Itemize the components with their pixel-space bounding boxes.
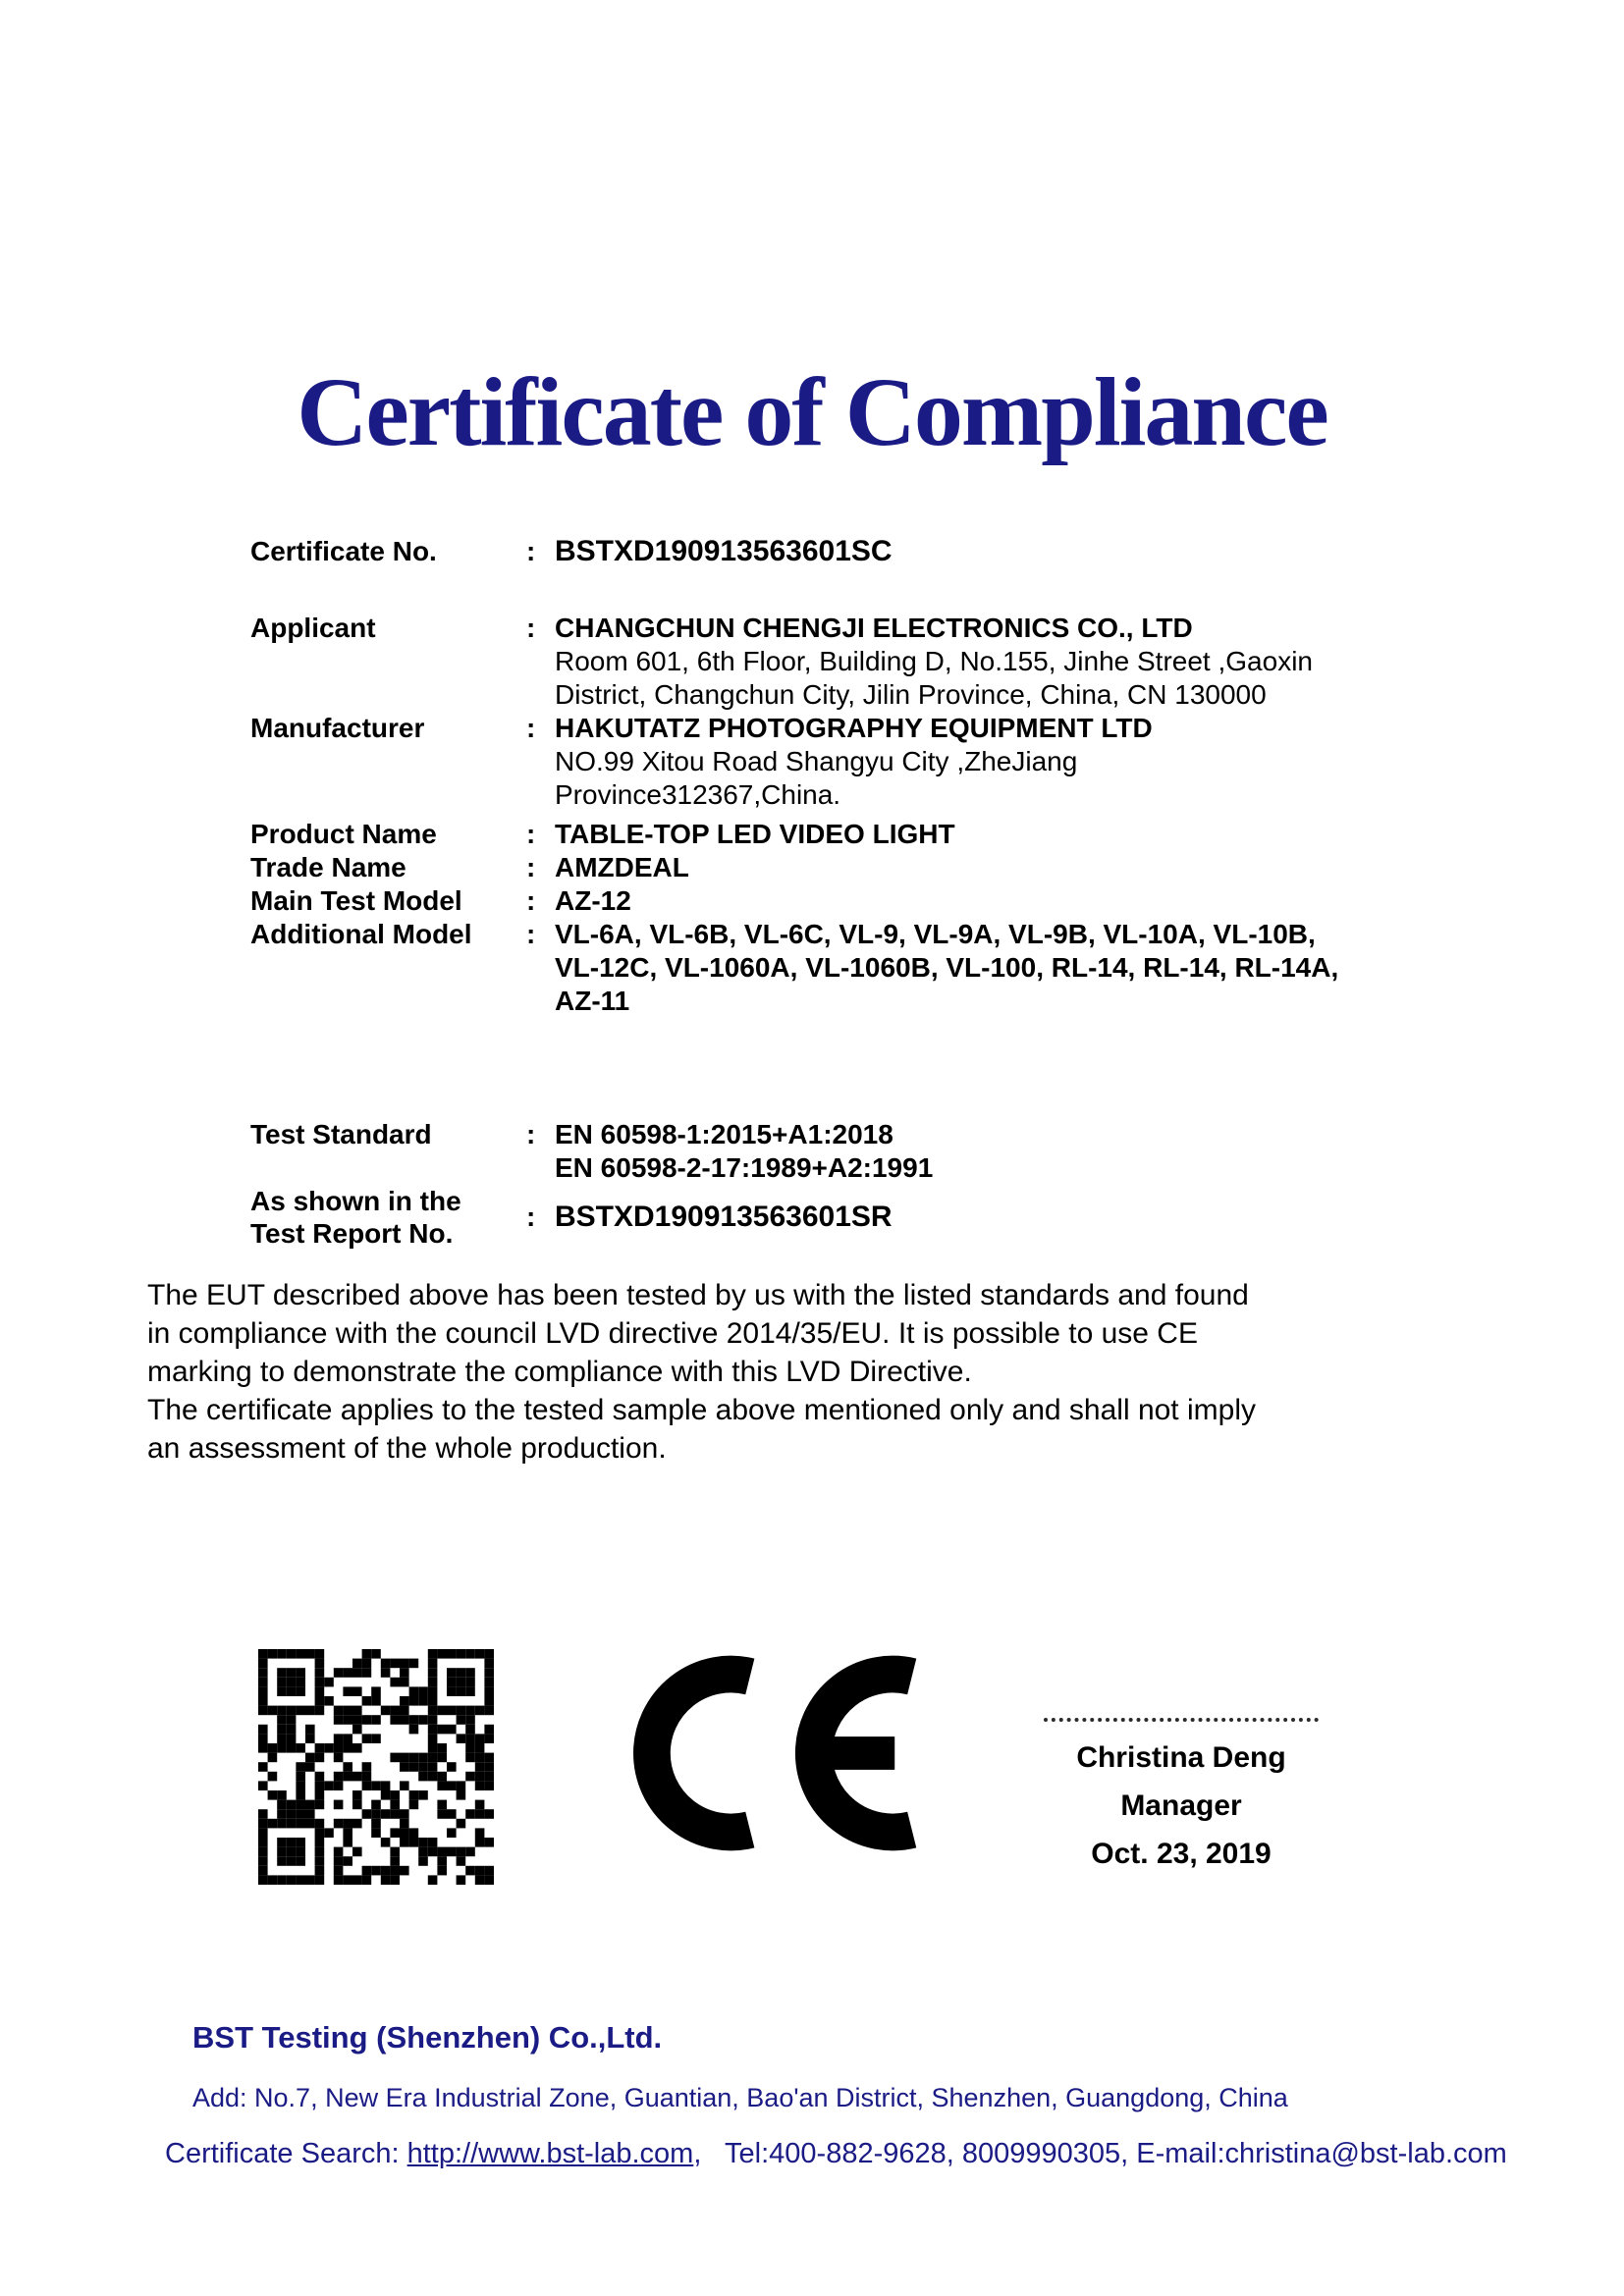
footer-company-name: BST Testing (Shenzhen) Co.,Ltd. — [192, 2020, 663, 2055]
field-label: Trade Name — [250, 852, 406, 882]
signer-name: Christina Deng — [1076, 1741, 1286, 1774]
statement-line: an assessment of the whole production. — [147, 1432, 667, 1465]
field-separator: : — [526, 536, 536, 566]
field-row-additional-model-2 — [250, 951, 1488, 985]
statement-line: marking to demonstrate the compliance with this LVD Directive. — [147, 1356, 972, 1388]
field-row-test-standard — [250, 1118, 1488, 1151]
field-separator: : — [526, 819, 536, 849]
field-label-line-2: Test Report No. — [250, 1218, 454, 1249]
field-row-applicant-address-2 — [250, 678, 1488, 712]
field-row-manufacturer-address-2 — [250, 778, 1488, 812]
field-label: Main Test Model — [250, 885, 462, 916]
field-label: Product Name — [250, 819, 437, 849]
field-separator: : — [526, 613, 536, 643]
certificate-search-label: Certificate Search: — [165, 2138, 407, 2169]
page-title: Certificate of Compliance — [297, 357, 1327, 466]
field-row-manufacturer-address-1 — [250, 745, 1488, 778]
certificate-fields — [250, 535, 1488, 1250]
field-row-test-report-no — [250, 1185, 1488, 1250]
field-label-line-1: As shown in the — [250, 1186, 461, 1216]
field-row-main-test-model — [250, 884, 1488, 918]
statement-line: The EUT described above has been tested by us with the listed standards and found — [147, 1279, 1249, 1311]
field-row-product-name — [250, 818, 1488, 851]
field-value-additional-model-2: VL-12C, VL-1060A, VL-1060B, VL-100, RL-14, RL-14, RL-14A, — [555, 952, 1339, 983]
signature-block — [1011, 1718, 1351, 1878]
signature-line — [1044, 1718, 1319, 1722]
statement-line: The certificate applies to the tested sample above mentioned only and shall not imply — [147, 1394, 1256, 1426]
field-value-additional-model-1: VL-6A, VL-6B, VL-6C, VL-9, VL-9A, VL-9B, VL-10A, VL-10B, — [555, 919, 1316, 949]
field-value-additional-model-3: AZ-11 — [555, 986, 630, 1016]
field-separator: : — [526, 885, 536, 916]
field-value-applicant-address-2: District, Changchun City, Jilin Province, China, CN 130000 — [555, 679, 1267, 710]
footer-contact-info: , Tel:400-882-9628, 8009990305, E-mail:christina@bst-lab.com — [693, 2138, 1507, 2169]
field-label: Additional Model — [250, 919, 472, 949]
signer-role: Manager — [1120, 1789, 1242, 1822]
field-value-test-standard-2: EN 60598-2-17:1989+A2:1991 — [555, 1152, 934, 1183]
field-label-test-report — [250, 1185, 526, 1250]
field-value-applicant: CHANGCHUN CHENGJI ELECTRONICS CO., LTD — [555, 613, 1193, 643]
field-value-test-standard-1: EN 60598-1:2015+A1:2018 — [555, 1119, 893, 1149]
field-value-manufacturer: HAKUTATZ PHOTOGRAPHY EQUIPMENT LTD — [555, 713, 1153, 743]
field-row-certificate-no — [250, 535, 1488, 568]
field-separator: : — [526, 852, 536, 882]
field-label: Certificate No. — [250, 536, 437, 566]
certificate-search-link[interactable]: http://www.bst-lab.com — [406, 2138, 694, 2169]
field-value-manufacturer-address-1: NO.99 Xitou Road Shangyu City ,ZheJiang — [555, 746, 1078, 776]
compliance-statement — [147, 1276, 1522, 1468]
field-row-trade-name — [250, 851, 1488, 884]
field-value-main-test-model: AZ-12 — [555, 885, 631, 916]
signature-date: Oct. 23, 2019 — [1091, 1838, 1272, 1870]
field-row-manufacturer — [250, 712, 1488, 745]
field-value-applicant-address-1: Room 601, 6th Floor, Building D, No.155, Jinhe Street ,Gaoxin — [555, 646, 1313, 676]
field-value-certificate-no: BSTXD190913563601SC — [555, 535, 893, 567]
field-value-manufacturer-address-2: Province312367,China. — [555, 779, 841, 810]
qr-code — [258, 1649, 494, 1885]
field-separator: : — [526, 919, 536, 949]
field-label: Applicant — [250, 613, 376, 643]
ce-mark-icon — [633, 1647, 928, 1859]
field-label: Test Standard — [250, 1119, 432, 1149]
field-row-applicant — [250, 612, 1488, 645]
statement-line: in compliance with the council LVD directive 2014/35/EU. It is possible to use CE — [147, 1317, 1198, 1350]
footer-company-address: Add: No.7, New Era Industrial Zone, Guantian, Bao'an District, Shenzhen, Guangdong, China — [192, 2083, 1288, 2112]
field-value-trade-name: AMZDEAL — [555, 852, 689, 882]
field-row-additional-model — [250, 918, 1488, 951]
field-row-applicant-address-1 — [250, 645, 1488, 678]
footer-certificate-search — [165, 2138, 1507, 2170]
field-value-test-report-no: BSTXD190913563601SR — [555, 1201, 893, 1233]
field-row-additional-model-3 — [250, 985, 1488, 1018]
field-separator: : — [526, 1201, 536, 1232]
field-row-test-standard-2 — [250, 1151, 1488, 1185]
field-separator: : — [526, 1119, 536, 1149]
field-separator: : — [526, 713, 536, 743]
field-label: Manufacturer — [250, 713, 425, 743]
field-value-product-name: TABLE-TOP LED VIDEO LIGHT — [555, 819, 955, 849]
